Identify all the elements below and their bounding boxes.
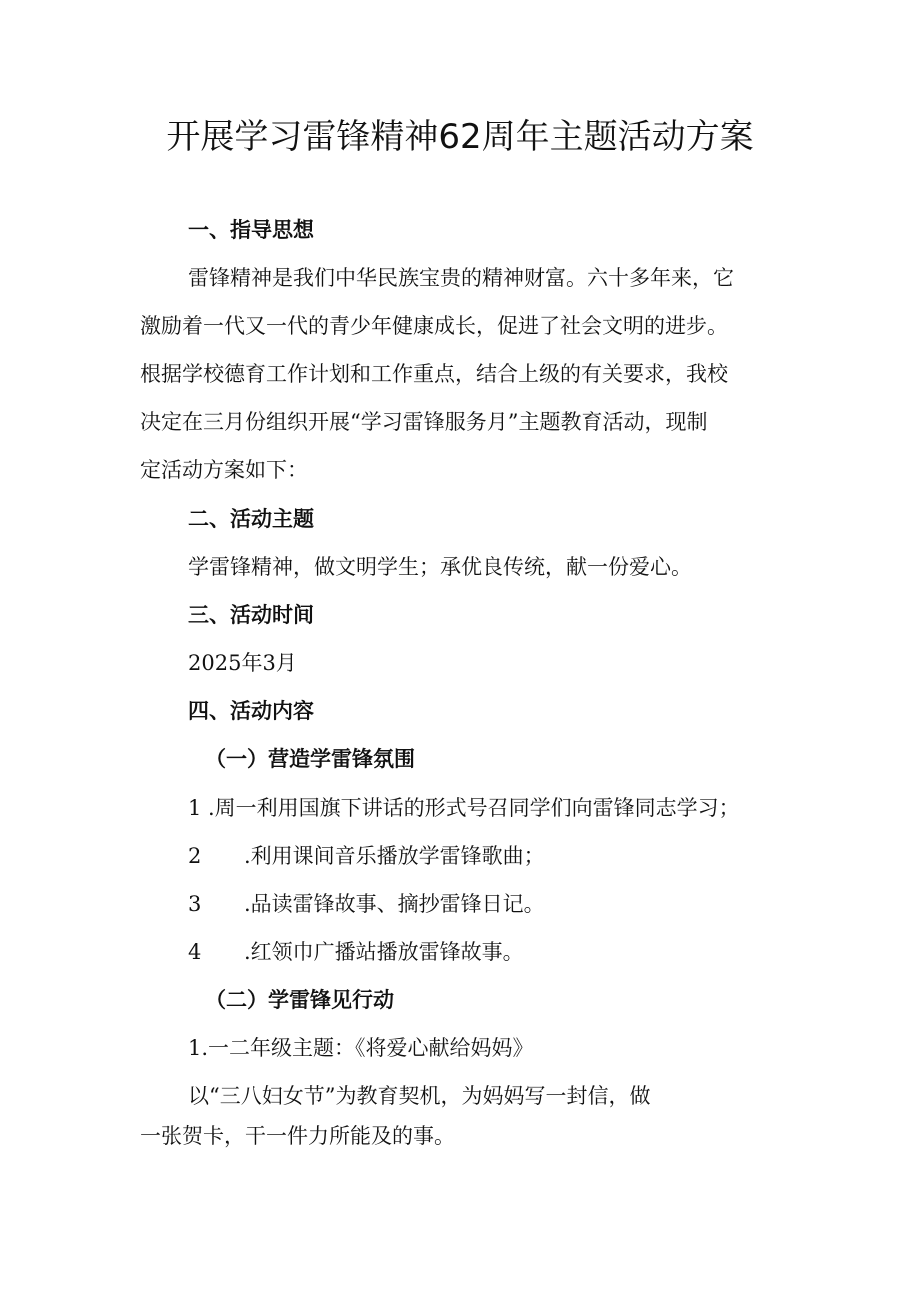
subsection-heading-action: （二）学雷锋见行动 [205,988,394,1012]
list-item [188,888,545,920]
paragraph-line: 雷锋精神是我们中华民族宝贵的精神财富。六十多年来，它 [188,266,734,290]
section-heading-activity-time: 三、活动时间 [188,603,314,627]
list-item [188,936,524,968]
subsection-heading-atmosphere: （一）营造学雷锋氛围 [205,747,415,771]
paragraph-line: 定活动方案如下： [140,458,308,482]
list-item [188,792,740,824]
list-item [188,840,545,872]
list-item-number: 2 [188,844,202,868]
section-heading-activity-theme: 二、活动主题 [188,507,314,531]
list-item: 1.一二年级主题：《将爱心献给妈妈》 [188,1036,534,1060]
list-item-text: .红领巾广播站播放雷锋故事。 [244,940,524,964]
list-item-text: .品读雷锋故事、摘抄雷锋日记。 [244,892,545,916]
paragraph-line: 激励着一代又一代的青少年健康成长，促进了社会文明的进步。 [140,314,728,338]
paragraph-line: 决定在三月份组织开展“学习雷锋服务月”主题教育活动，现制 [140,410,708,434]
activity-time-text: 2025年3月 [188,651,297,675]
activity-theme-text: 学雷锋精神，做文明学生；承优良传统，献一份爱心。 [188,555,692,579]
list-item-text: .利用课间音乐播放学雷锋歌曲； [244,844,545,868]
paragraph-line: 以“三八妇女节”为教育契机，为妈妈写一封信，做 [188,1084,651,1108]
list-item-number: 3 [188,892,202,916]
document-title: 开展学习雷锋精神62周年主题活动方案 [166,117,754,157]
section-heading-guiding-ideology: 一、指导思想 [188,218,314,242]
list-item-number: 1 [188,796,202,820]
list-item-number: 4 [188,940,202,964]
paragraph-line: 一张贺卡，干一件力所能及的事。 [140,1124,455,1148]
section-heading-activity-content: 四、活动内容 [188,699,314,723]
list-item-text: .周一利用国旗下讲话的形式号召同学们向雷锋同志学习； [208,796,740,820]
paragraph-line: 根据学校德育工作计划和工作重点，结合上级的有关要求，我校 [140,362,728,386]
